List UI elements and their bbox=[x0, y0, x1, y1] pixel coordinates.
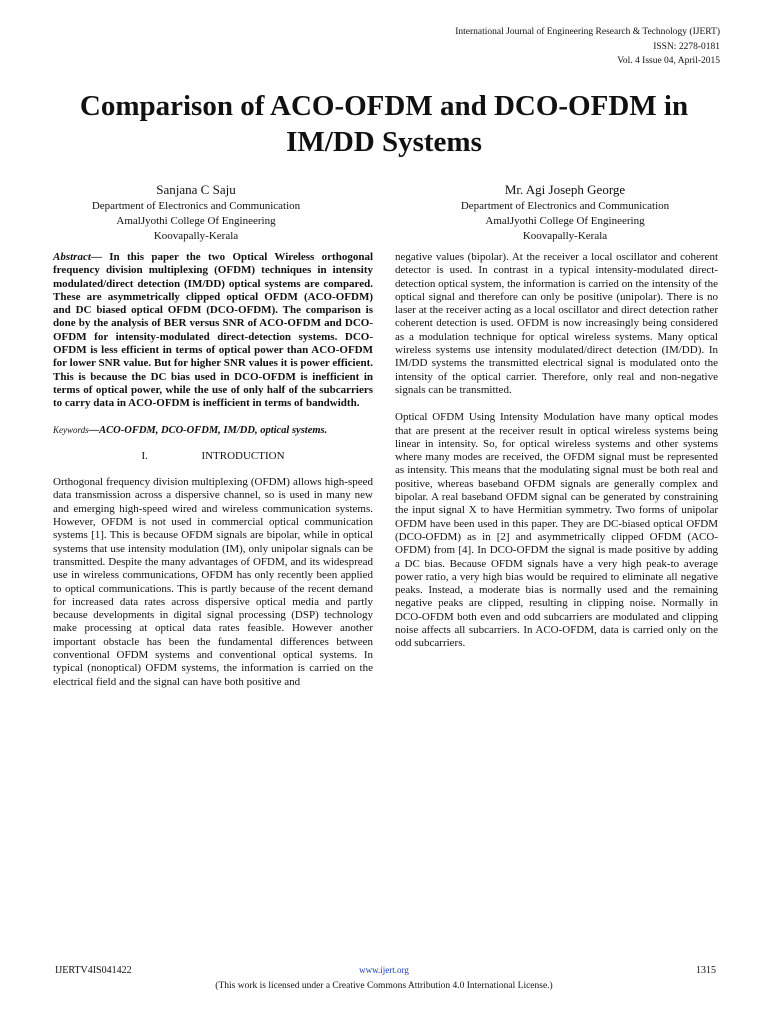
author-department: Department of Electronics and Communication bbox=[91, 200, 301, 212]
paper-title bbox=[40, 88, 728, 160]
journal-name: International Journal of Engineering Research & Technology (IJERT) bbox=[455, 27, 720, 37]
author-college: AmalJyothi College Of Engineering bbox=[485, 215, 645, 227]
body-paragraph: Optical OFDM Using Intensity Modulation have many optical modes that are present at the receiver result in optical wireless systems being linear in intensity. So, for optical wireless systems and other systems where many modes are received, the OFDM signal must be represented as intensity. This means that the modulating signal must be both real and positive, whereas baseband OFDM signals are generally complex and bipolar. A real baseband OFDM signal can be generated by constraining the input signal X to have Hermitian symmetry. Two forms of unipolar OFDM have been used in this paper. They are DC-biased optical OFDM (DCO-OFDM) as in [2] and asymmetrically clipped OFDM (ACO-OFDM) from [4]. In DCO-OFDM the signal is made positive by adding a DC bias. Because OFDM signals have a very high peak-to average power ratio, a very high bias would be required to eliminate all negative peaks. Instead, a moderate bias is normally used and the remaining negative peaks are clipped, resulting in clipping noise. Normally in DCO-OFDM both even and odd subcarriers are modulated and clipping noise affects all subcarriers. In ACO-OFDM, data is carried only on the odd subcarriers. bbox=[395, 411, 718, 650]
page-number: 1315 bbox=[696, 965, 716, 976]
abstract-label: Abstract bbox=[53, 251, 91, 263]
abstract-dash: — bbox=[90, 251, 110, 263]
paper-title-line-2: IM/DD Systems bbox=[286, 126, 482, 158]
section-title: INTRODUCTION bbox=[201, 449, 285, 462]
license-note: (This work is licensed under a Creative Commons Attribution 4.0 International License.) bbox=[215, 981, 553, 991]
journal-issn: ISSN: 2278-0181 bbox=[653, 41, 720, 52]
keywords bbox=[53, 424, 373, 437]
left-column bbox=[53, 251, 373, 689]
paper-title-line-1: Comparison of ACO-OFDM and DCO-OFDM in bbox=[79, 90, 689, 122]
footer-paper-id: IJERTV4IS041422 bbox=[55, 965, 132, 976]
author-location: Koovapally-Kerala bbox=[153, 230, 239, 242]
section-number: I. bbox=[141, 449, 148, 462]
section-heading-introduction bbox=[53, 450, 373, 463]
body-paragraph: negative values (bipolar). At the receiver a local oscillator and coherent detector is used. In contrast in a typical intensity-modulated direct-detection optical system, the information is carried on the intensity of the optical signal and therefore can only be positive (unipolar). There is no laser at the receiver acting as a local oscillator and direct detection rather coherent detection is used. OFDM is now increasingly being considered as a modulation technique for optical wireless systems. Many optical wireless systems use intensity modulated/direct detection (IM/DD). In IM/DD systems the transmitted electrical signal is modulated onto the intensity of the optical carrier. Therefore, only real and non-negative signals can be transmitted. bbox=[395, 251, 718, 396]
body-paragraph: Orthogonal frequency division multiplexing (OFDM) allows high-speed data transmission across a dispersive channel, so is used in many new and emerging high-speed wired and wireless communication systems. However, OFDM is not used in commercial optical communication systems [1]. This is because OFDM signals are bipolar, while in optical systems that use intensity modulation (IM), only unipolar signals can be transmitted. Despite the many advantages of OFDM, and its widespread use in wireless communications, OFDM has only recently been applied to optical communications. This is partly because of the recent demand for increased data rates across dispersive optical media and partly because developments in digital signal processing (DSP) technology make processing at optical data rates feasible. However another important obstacle has been the fundamental differences between conventional OFDM systems and conventional optical systems. In typical (nonoptical) OFDM systems, the information is carried on the electrical field and the signal can have both positive and bbox=[53, 476, 373, 688]
right-column bbox=[395, 251, 718, 651]
author-college: AmalJyothi College Of Engineering bbox=[116, 215, 276, 227]
author-block-1 bbox=[46, 180, 346, 244]
author-block-2 bbox=[415, 180, 715, 244]
author-department: Department of Electronics and Communication bbox=[460, 200, 670, 212]
abstract bbox=[53, 251, 373, 411]
journal-header bbox=[300, 25, 720, 69]
author-name: Mr. Agi Joseph George bbox=[504, 182, 626, 197]
footer-url-link[interactable]: www.ijert.org bbox=[359, 965, 409, 975]
author-name: Sanjana C Saju bbox=[156, 182, 236, 197]
abstract-text: In this paper the two Optical Wireless orthogonal frequency division multiplexing (OFDM) techniques in intensity modulated/direct detection (IM/DD) optical systems are compared. These are asymmetrically clipped optical OFDM (ACO-OFDM) and DC biased optical OFDM (DCO-OFDM). The comparison is done by the analysis of BER versus SNR of ACO-OFDM and DCO-OFDM for intensity-modulated direct-detection systems. DCO-OFDM is less efficient in terms of optical power than ACO-OFDM for lower SNR value. But for higher SNR values it is power efficient. This is because the DC bias used in DCO-OFDM is inefficient in terms of optical power, while the use of only half of the subcarriers to carry data in ACO-OFDM is inefficient in terms of bandwidth. bbox=[53, 251, 373, 410]
keywords-label: Keywords bbox=[53, 424, 89, 435]
author-location: Koovapally-Kerala bbox=[522, 230, 608, 242]
keywords-text: —ACO-OFDM, DCO-OFDM, IM/DD, optical systems. bbox=[88, 424, 328, 436]
journal-volume: Vol. 4 Issue 04, April-2015 bbox=[617, 56, 720, 66]
